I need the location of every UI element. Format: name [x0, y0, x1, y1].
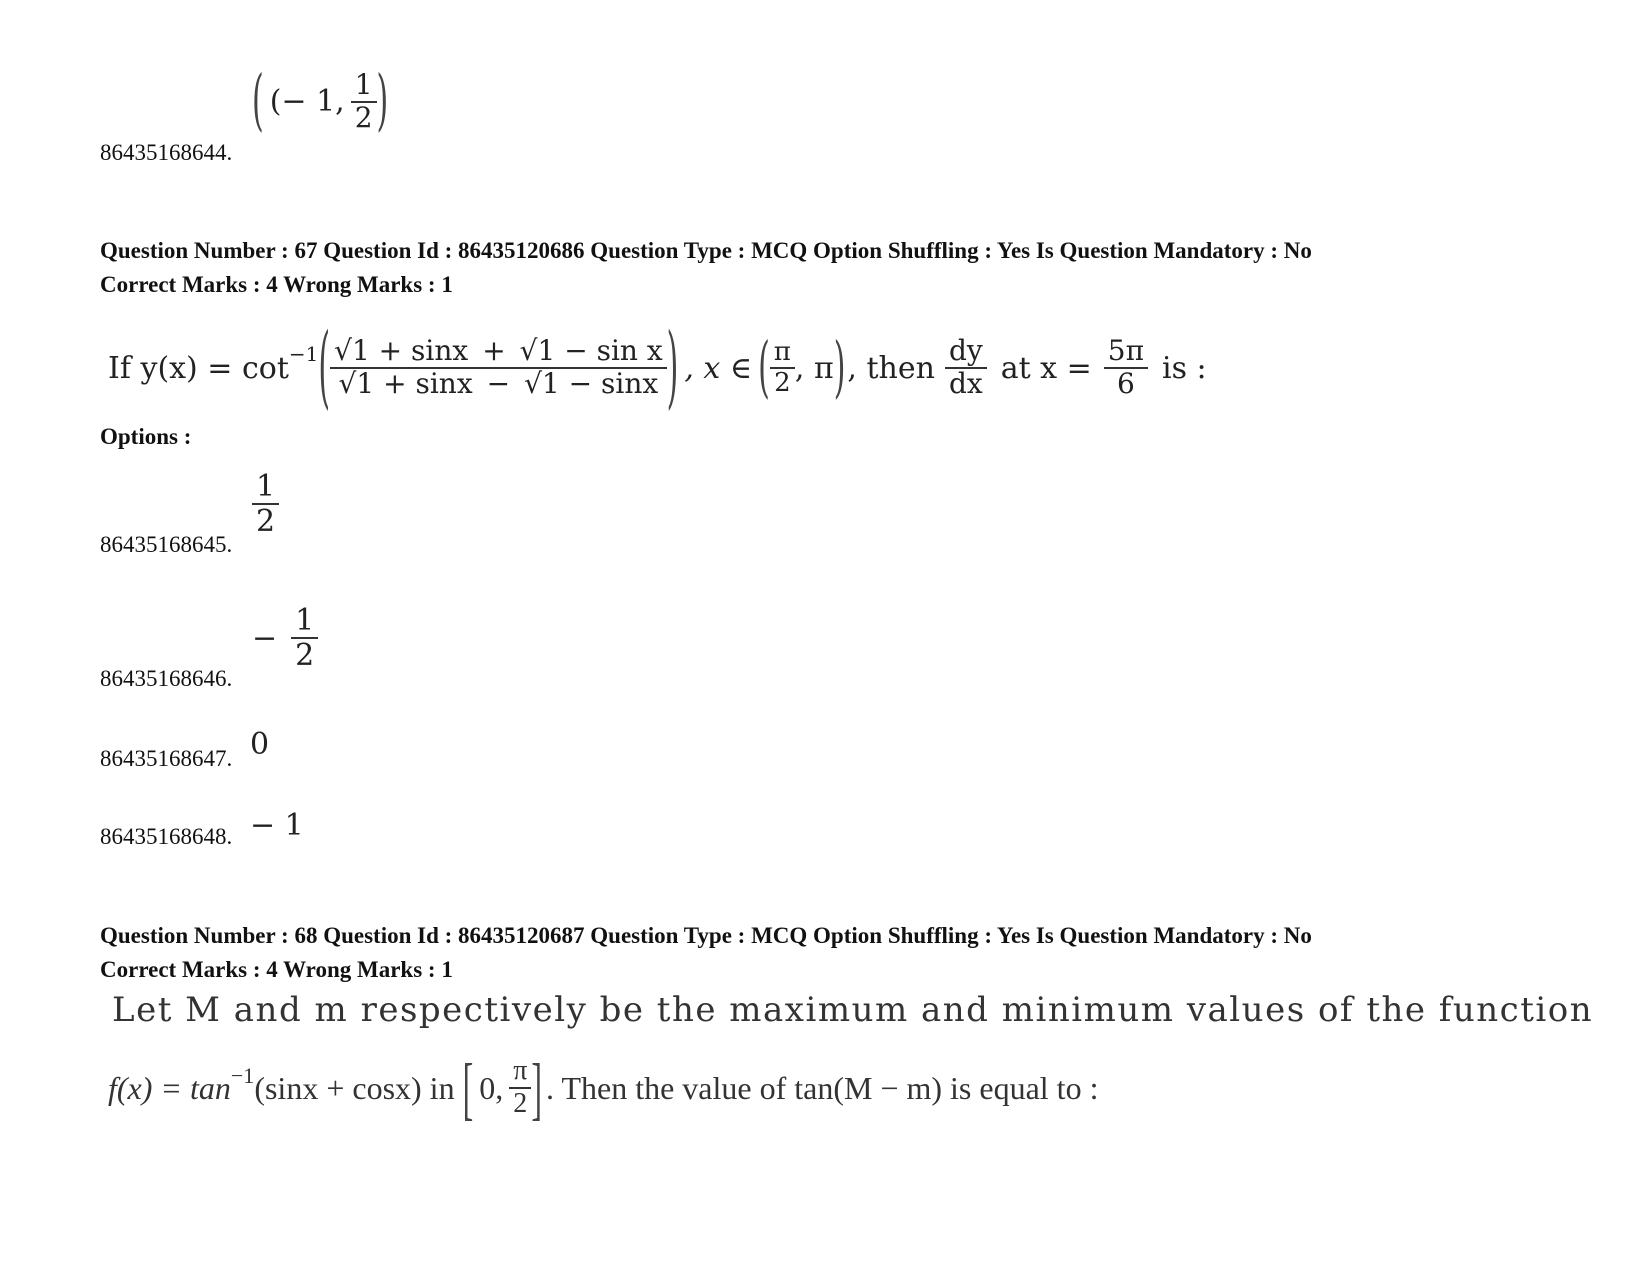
interval-left: 0, — [479, 1069, 504, 1106]
cot-argument-fraction — [330, 336, 667, 400]
paren-close: ) — [666, 315, 679, 421]
numerator: π — [509, 1056, 531, 1089]
denominator: 2 — [295, 638, 315, 673]
option-id: 86435168644. — [100, 140, 233, 165]
paren-close: ) — [376, 63, 389, 141]
minus-sign: − — [252, 620, 278, 656]
numerator: dy — [945, 336, 987, 369]
option-id: 86435168645. — [100, 532, 233, 557]
fraction — [1104, 336, 1148, 400]
numerator — [330, 336, 667, 369]
option-value: 0 — [250, 727, 270, 762]
option-id: 86435168647. — [100, 746, 233, 771]
marks-line: Correct Marks : 4 Wrong Marks : 1 — [100, 957, 453, 982]
stem-is: is : — [1161, 350, 1207, 386]
option-id: 86435168648. — [100, 824, 233, 849]
option-value — [252, 604, 318, 672]
paren-open: ( — [252, 63, 264, 141]
question-meta-line: Question Number : 67 Question Id : 86435120686 Question Type : MCQ Option Shuffling : Yes Is Question Mandatory : No — [100, 238, 1312, 263]
fraction — [351, 70, 377, 134]
question-header — [100, 919, 1312, 987]
option-value — [252, 470, 279, 538]
denominator: dx — [948, 367, 983, 400]
inverse-superscript: −1 — [288, 342, 319, 366]
function-args: (sinx + cosx) in — [254, 1069, 455, 1106]
stem-tail: . Then the value of tan(M − m) is equal to : — [546, 1069, 1099, 1106]
numerator: 1 — [291, 604, 318, 639]
operator: + — [482, 334, 506, 368]
sqrt-term: √1 + sinx — [338, 367, 473, 400]
numerator: 5π — [1104, 336, 1148, 369]
paren-open: ( — [758, 329, 770, 407]
denominator — [335, 369, 663, 400]
fraction — [291, 604, 318, 672]
domain-suffix: , π — [794, 350, 834, 386]
function-def: f(x) = tan — [108, 1069, 231, 1106]
derivative-fraction — [945, 336, 987, 400]
stem-at: at x = — [1000, 350, 1092, 386]
option-id: 86435168646. — [100, 666, 233, 691]
sqrt-term: √1 − sinx — [524, 367, 659, 400]
denominator: 6 — [1116, 367, 1135, 400]
numerator: 1 — [351, 70, 377, 103]
option-value: − 1 — [250, 808, 304, 843]
fraction — [252, 470, 279, 538]
denominator: 2 — [354, 100, 373, 134]
sqrt-term: √1 − sin x — [519, 334, 663, 368]
options-label: Options : — [100, 424, 192, 449]
question-stem — [108, 315, 1207, 421]
operator: − — [486, 367, 511, 400]
denominator: 2 — [513, 1088, 528, 1119]
paren-open: ( — [318, 315, 331, 421]
stem-lead: If y(x) = cot — [108, 350, 289, 386]
marks-line: Correct Marks : 4 Wrong Marks : 1 — [100, 272, 453, 297]
fraction — [770, 338, 795, 397]
question-stem-line: Let M and m respectively be the maximum and minimum values of the function — [112, 990, 1594, 1030]
domain-prefix: , x ∈ — [684, 350, 753, 386]
denominator: 2 — [256, 504, 276, 539]
fraction — [509, 1056, 531, 1120]
sqrt-term: √1 + sinx — [334, 334, 469, 368]
option-value-prefix: (− 1, — [269, 84, 345, 120]
bracket-open: [ — [462, 1047, 474, 1127]
question-meta-line: Question Number : 68 Question Id : 86435120687 Question Type : MCQ Option Shuffling : Yes Is Question Mandatory : No — [100, 923, 1312, 948]
question-stem-line — [108, 1047, 1099, 1127]
paren-close: ) — [833, 329, 846, 407]
bracket-close: ] — [531, 1047, 543, 1127]
stem-then: , then — [847, 350, 935, 386]
inverse-superscript: −1 — [230, 1063, 255, 1088]
denominator: 2 — [774, 368, 791, 398]
option-value — [252, 63, 389, 141]
numerator: 1 — [252, 470, 279, 505]
numerator: π — [770, 338, 795, 369]
question-header — [100, 234, 1312, 302]
